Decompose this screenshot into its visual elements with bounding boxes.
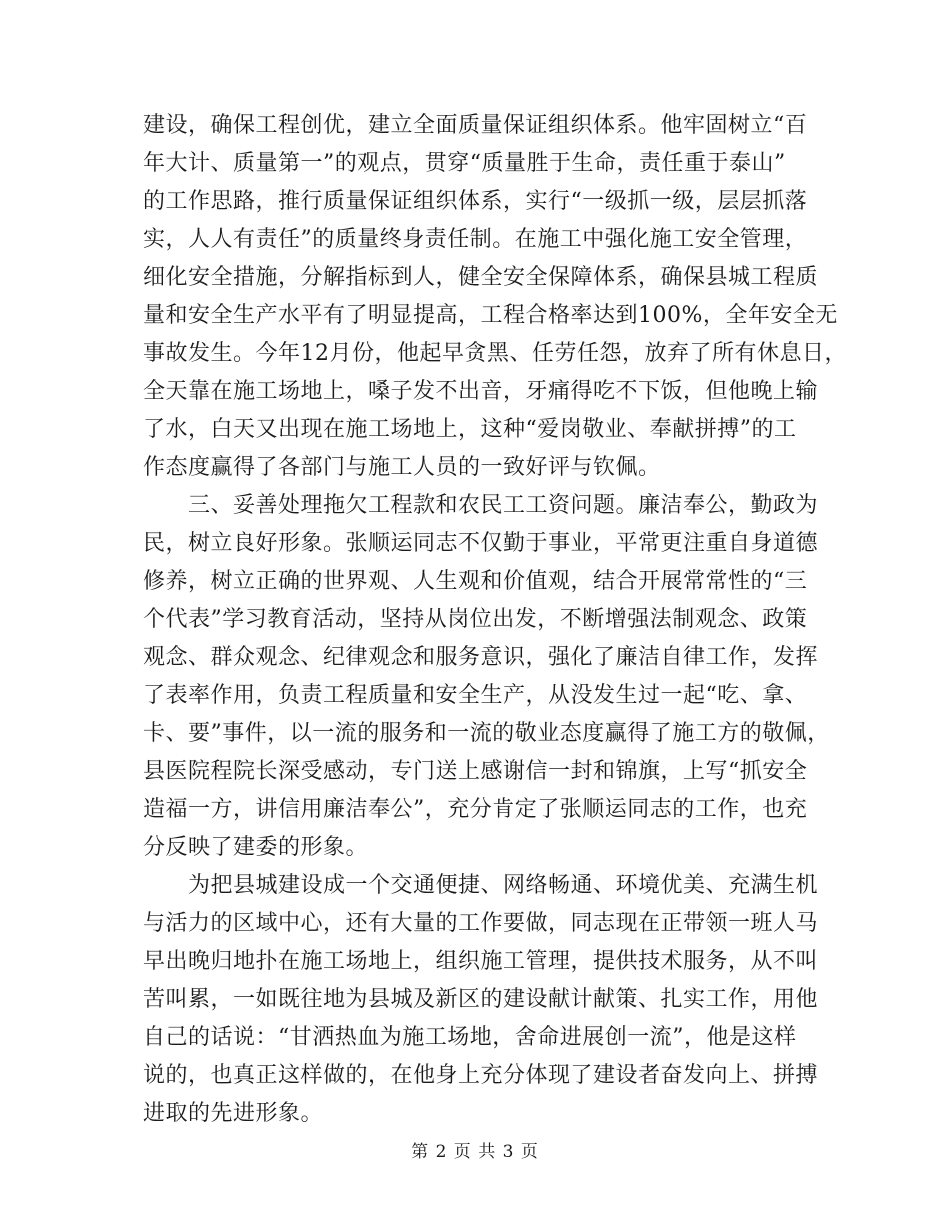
text-line: 卡、要”事件，以一流的服务和一流的敬业态度赢得了施工方的敬佩， <box>143 721 830 746</box>
text-line: 年大计、质量第一”的观点，贯穿“质量胜于生命，责任重于泰山” <box>143 151 786 176</box>
text-line: 观念、群众观念、纪律观念和服务意识，强化了廉洁自律工作，发挥 <box>143 645 819 670</box>
page-footer: 第 2 页 共 3 页 <box>411 1142 539 1162</box>
text-line: 早出晚归地扑在施工场地上，组织施工管理，提供技术服务，从不叫 <box>143 949 819 974</box>
text-line: 进取的先进形象。 <box>143 1101 324 1126</box>
text-line: 量和安全生产水平有了明显提高，工程合格率达到100%，全年安全无 <box>143 303 838 328</box>
text-line: 分反映了建委的形象。 <box>143 835 369 860</box>
text-line: 修养，树立正确的世界观、人生观和价值观，结合开展常常性的“三 <box>143 569 808 594</box>
text-line: 苦叫累，一如既往地为县城及新区的建设献计献策、扎实工作，用他 <box>143 987 819 1012</box>
text-line: 说的，也真正这样做的，在他身上充分体现了建设者奋发向上、拼搏 <box>143 1063 819 1088</box>
body-text <box>143 107 847 1133</box>
text-line: 民，树立良好形象。张顺运同志不仅勤于事业，平常更注重自身道德 <box>143 531 819 556</box>
text-line: 与活力的区域中心，还有大量的工作要做，同志现在正带领一班人马 <box>143 911 819 936</box>
text-line: 县医院程院长深受感动，专门送上感谢信一封和锦旗，上写“抓安全 <box>143 759 808 784</box>
text-line: 个代表”学习教育活动，坚持从岗位出发，不断增强法制观念、政策 <box>143 607 808 632</box>
text-line: 细化安全措施，分解指标到人，健全安全保障体系，确保县城工程质 <box>143 265 819 290</box>
text-line: 建设，确保工程创优，建立全面质量保证组织体系。他牢固树立“百 <box>143 113 808 138</box>
text-line: 事故发生。今年12月份，他起早贪黑、任劳任怨，放弃了所有休息日， <box>143 341 847 366</box>
text-line: 自己的话说：“甘洒热血为施工场地，舍命进展创一流”，他是这样 <box>143 1025 797 1050</box>
text-line: 造福一方，讲信用廉洁奉公”，充分肯定了张顺运同志的工作，也充 <box>143 797 808 822</box>
text-line: 的工作思路，推行质量保证组织体系，实行“一级抓一级，层层抓落 <box>143 189 808 214</box>
text-line: 实，人人有责任”的质量终身责任制。在施工中强化施工安全管理， <box>143 227 808 252</box>
text-line: 为把县城建设成一个交通便捷、网络畅通、环境优美、充满生机 <box>143 873 819 898</box>
text-line: 了表率作用，负责工程质量和安全生产，从没发生过一起“吃、拿、 <box>143 683 808 708</box>
text-line: 作态度赢得了各部门与施工人员的一致好评与钦佩。 <box>143 455 661 480</box>
text-line: 三、妥善处理拖欠工程款和农民工工资问题。廉洁奉公，勤政为 <box>143 493 819 518</box>
text-line: 了水，白天又出现在施工场地上，这种“爱岗敬业、奉献拼搏”的工 <box>143 417 797 442</box>
text-line: 全天靠在施工场地上，嗓子发不出音，牙痛得吃不下饭，但他晚上输 <box>143 379 819 404</box>
